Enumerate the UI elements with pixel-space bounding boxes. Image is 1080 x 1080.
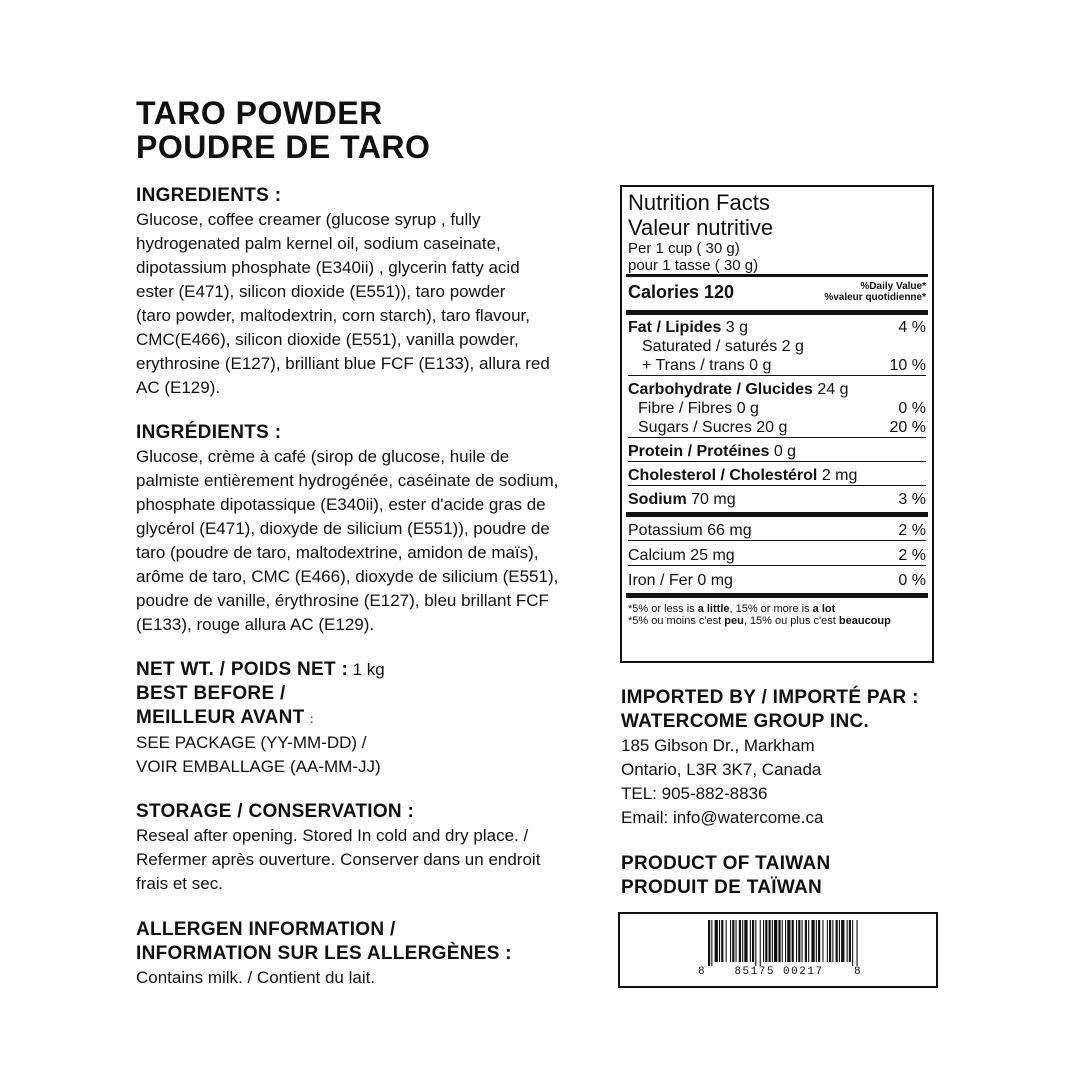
barcode-box bbox=[618, 912, 938, 988]
ingredients-line: ester (E471), silicon dioxide (E551)), taro powder bbox=[136, 282, 506, 301]
calcium-label: Calcium 25 mg bbox=[628, 547, 735, 564]
storage-line: frais et sec. bbox=[136, 874, 223, 893]
barcode-icon bbox=[708, 920, 858, 966]
importer-company: WATERCOME GROUP INC. bbox=[621, 711, 870, 732]
net-weight-label: NET WT. / POIDS NET : bbox=[136, 659, 349, 680]
net-weight bbox=[136, 658, 616, 682]
nutrition-title-fr: Valeur nutritive bbox=[628, 215, 774, 240]
best-before-text bbox=[136, 731, 616, 779]
serving-size-fr: pour 1 tasse ( 30 g) bbox=[628, 257, 759, 274]
protein-amount: 0 g bbox=[773, 443, 797, 460]
ingredients-line: CMC(E466), silicon dioxide (E551), vanilla powder, bbox=[136, 330, 519, 349]
barcode-left-digit: 8 bbox=[698, 966, 706, 978]
sugars-row bbox=[628, 418, 926, 438]
nutrition-title-en: Nutrition Facts bbox=[628, 190, 770, 215]
ingredients-fr-line: Glucose, crème à café (sirop de glucose, huile de bbox=[136, 447, 510, 466]
fibre-label: Fibre / Fibres 0 g bbox=[638, 400, 759, 417]
trans-label: + Trans / trans 0 g bbox=[642, 357, 772, 374]
fat-amount: 3 g bbox=[725, 319, 749, 336]
potassium-label: Potassium 66 mg bbox=[628, 522, 752, 539]
iron-row bbox=[628, 566, 926, 590]
fibre-dv: 0 % bbox=[898, 400, 926, 417]
ingredients-line: hydrogenated palm kernel oil, sodium caseinate, bbox=[136, 234, 501, 253]
ingredients-fr-line: poudre de vanille, érythrosine (E127), bleu brillant FCF bbox=[136, 591, 549, 610]
address-line: 185 Gibson Dr., Markham bbox=[621, 736, 815, 755]
fat-dv: 4 % bbox=[898, 319, 926, 336]
carbohydrate-label: Carbohydrate / Glucides bbox=[628, 381, 813, 398]
calcium-row bbox=[628, 541, 926, 566]
ingredients-fr-heading: INGRÉDIENTS : bbox=[136, 422, 282, 443]
footnote-en: *5% or less is a little, 15% or more is a lot bbox=[628, 603, 836, 615]
sugars-dv: 20 % bbox=[889, 419, 926, 436]
allergen-section bbox=[136, 918, 616, 990]
saturated-row bbox=[628, 337, 926, 356]
daily-value-header bbox=[824, 281, 926, 303]
allergen-text: Contains milk. / Contient du lait. bbox=[136, 968, 376, 987]
nutrition-footnote bbox=[628, 603, 926, 627]
importer-heading: IMPORTED BY / IMPORTÉ PAR : bbox=[621, 687, 919, 708]
divider-thick bbox=[626, 310, 928, 315]
ingredients-text bbox=[136, 208, 616, 400]
cholesterol-label: Cholesterol / Cholestérol bbox=[628, 467, 818, 484]
trans-row bbox=[628, 356, 926, 376]
allergen-heading-fr: INFORMATION SUR LES ALLERGÈNES : bbox=[136, 943, 512, 964]
carbohydrate-row bbox=[628, 380, 926, 399]
fibre-row bbox=[628, 399, 926, 418]
fat-label: Fat / Lipides bbox=[628, 319, 722, 336]
ingredients-line: dipotassium phosphate (E340ii) , glycerin fatty acid bbox=[136, 258, 520, 277]
ingredients-fr-line: palmiste entièrement hydrogénée, caséinate de sodium, bbox=[136, 471, 559, 490]
ingredients-line: (taro powder, maltodextrin, corn starch), taro flavour, bbox=[136, 306, 531, 325]
calories-row bbox=[628, 277, 926, 307]
sodium-amount: 70 mg bbox=[691, 491, 736, 508]
protein-row bbox=[628, 438, 926, 462]
divider-thick bbox=[626, 593, 928, 598]
ingredients-line: erythrosine (E127), brilliant blue FCF (E133), allura red bbox=[136, 354, 550, 373]
sodium-row bbox=[628, 486, 926, 509]
fat-row bbox=[628, 318, 926, 337]
ingredients-line: AC (E129). bbox=[136, 378, 221, 397]
calcium-dv: 2 % bbox=[898, 547, 926, 564]
ingredients-line: Glucose, coffee creamer (glucose syrup , fully bbox=[136, 210, 481, 229]
importer-address bbox=[621, 734, 961, 830]
barcode-number: 85175 00217 bbox=[734, 966, 824, 978]
allergen-heading-en: ALLERGEN INFORMATION / bbox=[136, 919, 396, 940]
footnote-fr: *5% ou moins c'est peu, 15% ou plus c'est beaucoup bbox=[628, 615, 891, 627]
storage-text bbox=[136, 824, 616, 896]
cholesterol-row bbox=[628, 462, 926, 486]
best-before-colon: ： bbox=[308, 712, 321, 726]
net-weight-value: 1 kg bbox=[352, 660, 385, 679]
iron-dv: 0 % bbox=[898, 572, 926, 589]
title-french: POUDRE DE TARO bbox=[136, 129, 431, 165]
daily-value-fr: %valeur quotidienne* bbox=[824, 292, 926, 303]
ingredients-fr-line: glycérol (E471), dioxyde de silicium (E551)), poudre de bbox=[136, 519, 550, 538]
ingredients-fr-line: phosphate dipotassique (E340ii), ester d'acide gras de bbox=[136, 495, 546, 514]
origin-en: PRODUCT OF TAIWAN bbox=[621, 853, 831, 874]
potassium-dv: 2 % bbox=[898, 522, 926, 539]
iron-label: Iron / Fer 0 mg bbox=[628, 572, 733, 589]
importer-section bbox=[621, 686, 961, 830]
net-weight-section bbox=[136, 658, 616, 779]
storage-heading: STORAGE / CONSERVATION : bbox=[136, 801, 415, 822]
storage-line: Reseal after opening. Stored In cold and dry place. / bbox=[136, 826, 529, 845]
address-line: Ontario, L3R 3K7, Canada bbox=[621, 760, 822, 779]
email-address: Email: info@watercome.ca bbox=[621, 808, 824, 827]
nutrition-facts-table bbox=[620, 185, 934, 663]
calories-label: Calories 120 bbox=[628, 281, 735, 302]
trans-dv: 10 % bbox=[889, 357, 926, 374]
ingredients-heading: INGREDIENTS : bbox=[136, 185, 282, 206]
best-before-line: VOIR EMBALLAGE (AA-MM-JJ) bbox=[136, 757, 381, 776]
ingredients-fr-line: (E133), rouge allura AC (E129). bbox=[136, 615, 375, 634]
cholesterol-amount: 2 mg bbox=[821, 467, 858, 484]
ingredients-english-section bbox=[136, 184, 616, 400]
origin-section bbox=[621, 852, 961, 900]
product-title bbox=[136, 96, 430, 164]
carbohydrate-amount: 24 g bbox=[817, 381, 849, 398]
barcode-right-digit: 8 bbox=[854, 966, 862, 978]
protein-label: Protein / Protéines bbox=[628, 443, 770, 460]
daily-value-en: %Daily Value* bbox=[860, 281, 926, 292]
storage-section bbox=[136, 800, 616, 896]
ingredients-fr-text bbox=[136, 445, 616, 637]
meilleur-avant-label: MEILLEUR AVANT bbox=[136, 707, 305, 728]
phone-number: TEL: 905-882-8836 bbox=[621, 784, 768, 803]
sodium-label: Sodium bbox=[628, 491, 687, 508]
ingredients-fr-line: arôme de taro, CMC (E466), dioxyde de silicium (E551), bbox=[136, 567, 559, 586]
title-english: TARO POWDER bbox=[136, 95, 383, 131]
ingredients-fr-line: taro (poudre de taro, maltodextrine, amidon de maïs), bbox=[136, 543, 539, 562]
sugars-label: Sugars / Sucres 20 g bbox=[638, 419, 788, 436]
best-before-line: SEE PACKAGE (YY-MM-DD) / bbox=[136, 733, 367, 752]
best-before-label: BEST BEFORE / bbox=[136, 683, 286, 704]
storage-line: Refermer après ouverture. Conserver dans un endroit bbox=[136, 850, 541, 869]
origin-fr: PRODUIT DE TAÏWAN bbox=[621, 877, 823, 898]
serving-size-en: Per 1 cup ( 30 g) bbox=[628, 240, 740, 257]
sodium-dv: 3 % bbox=[898, 491, 926, 508]
saturated-label: Saturated / saturés 2 g bbox=[642, 338, 804, 355]
potassium-row bbox=[628, 517, 926, 541]
ingredients-french-section bbox=[136, 421, 616, 637]
